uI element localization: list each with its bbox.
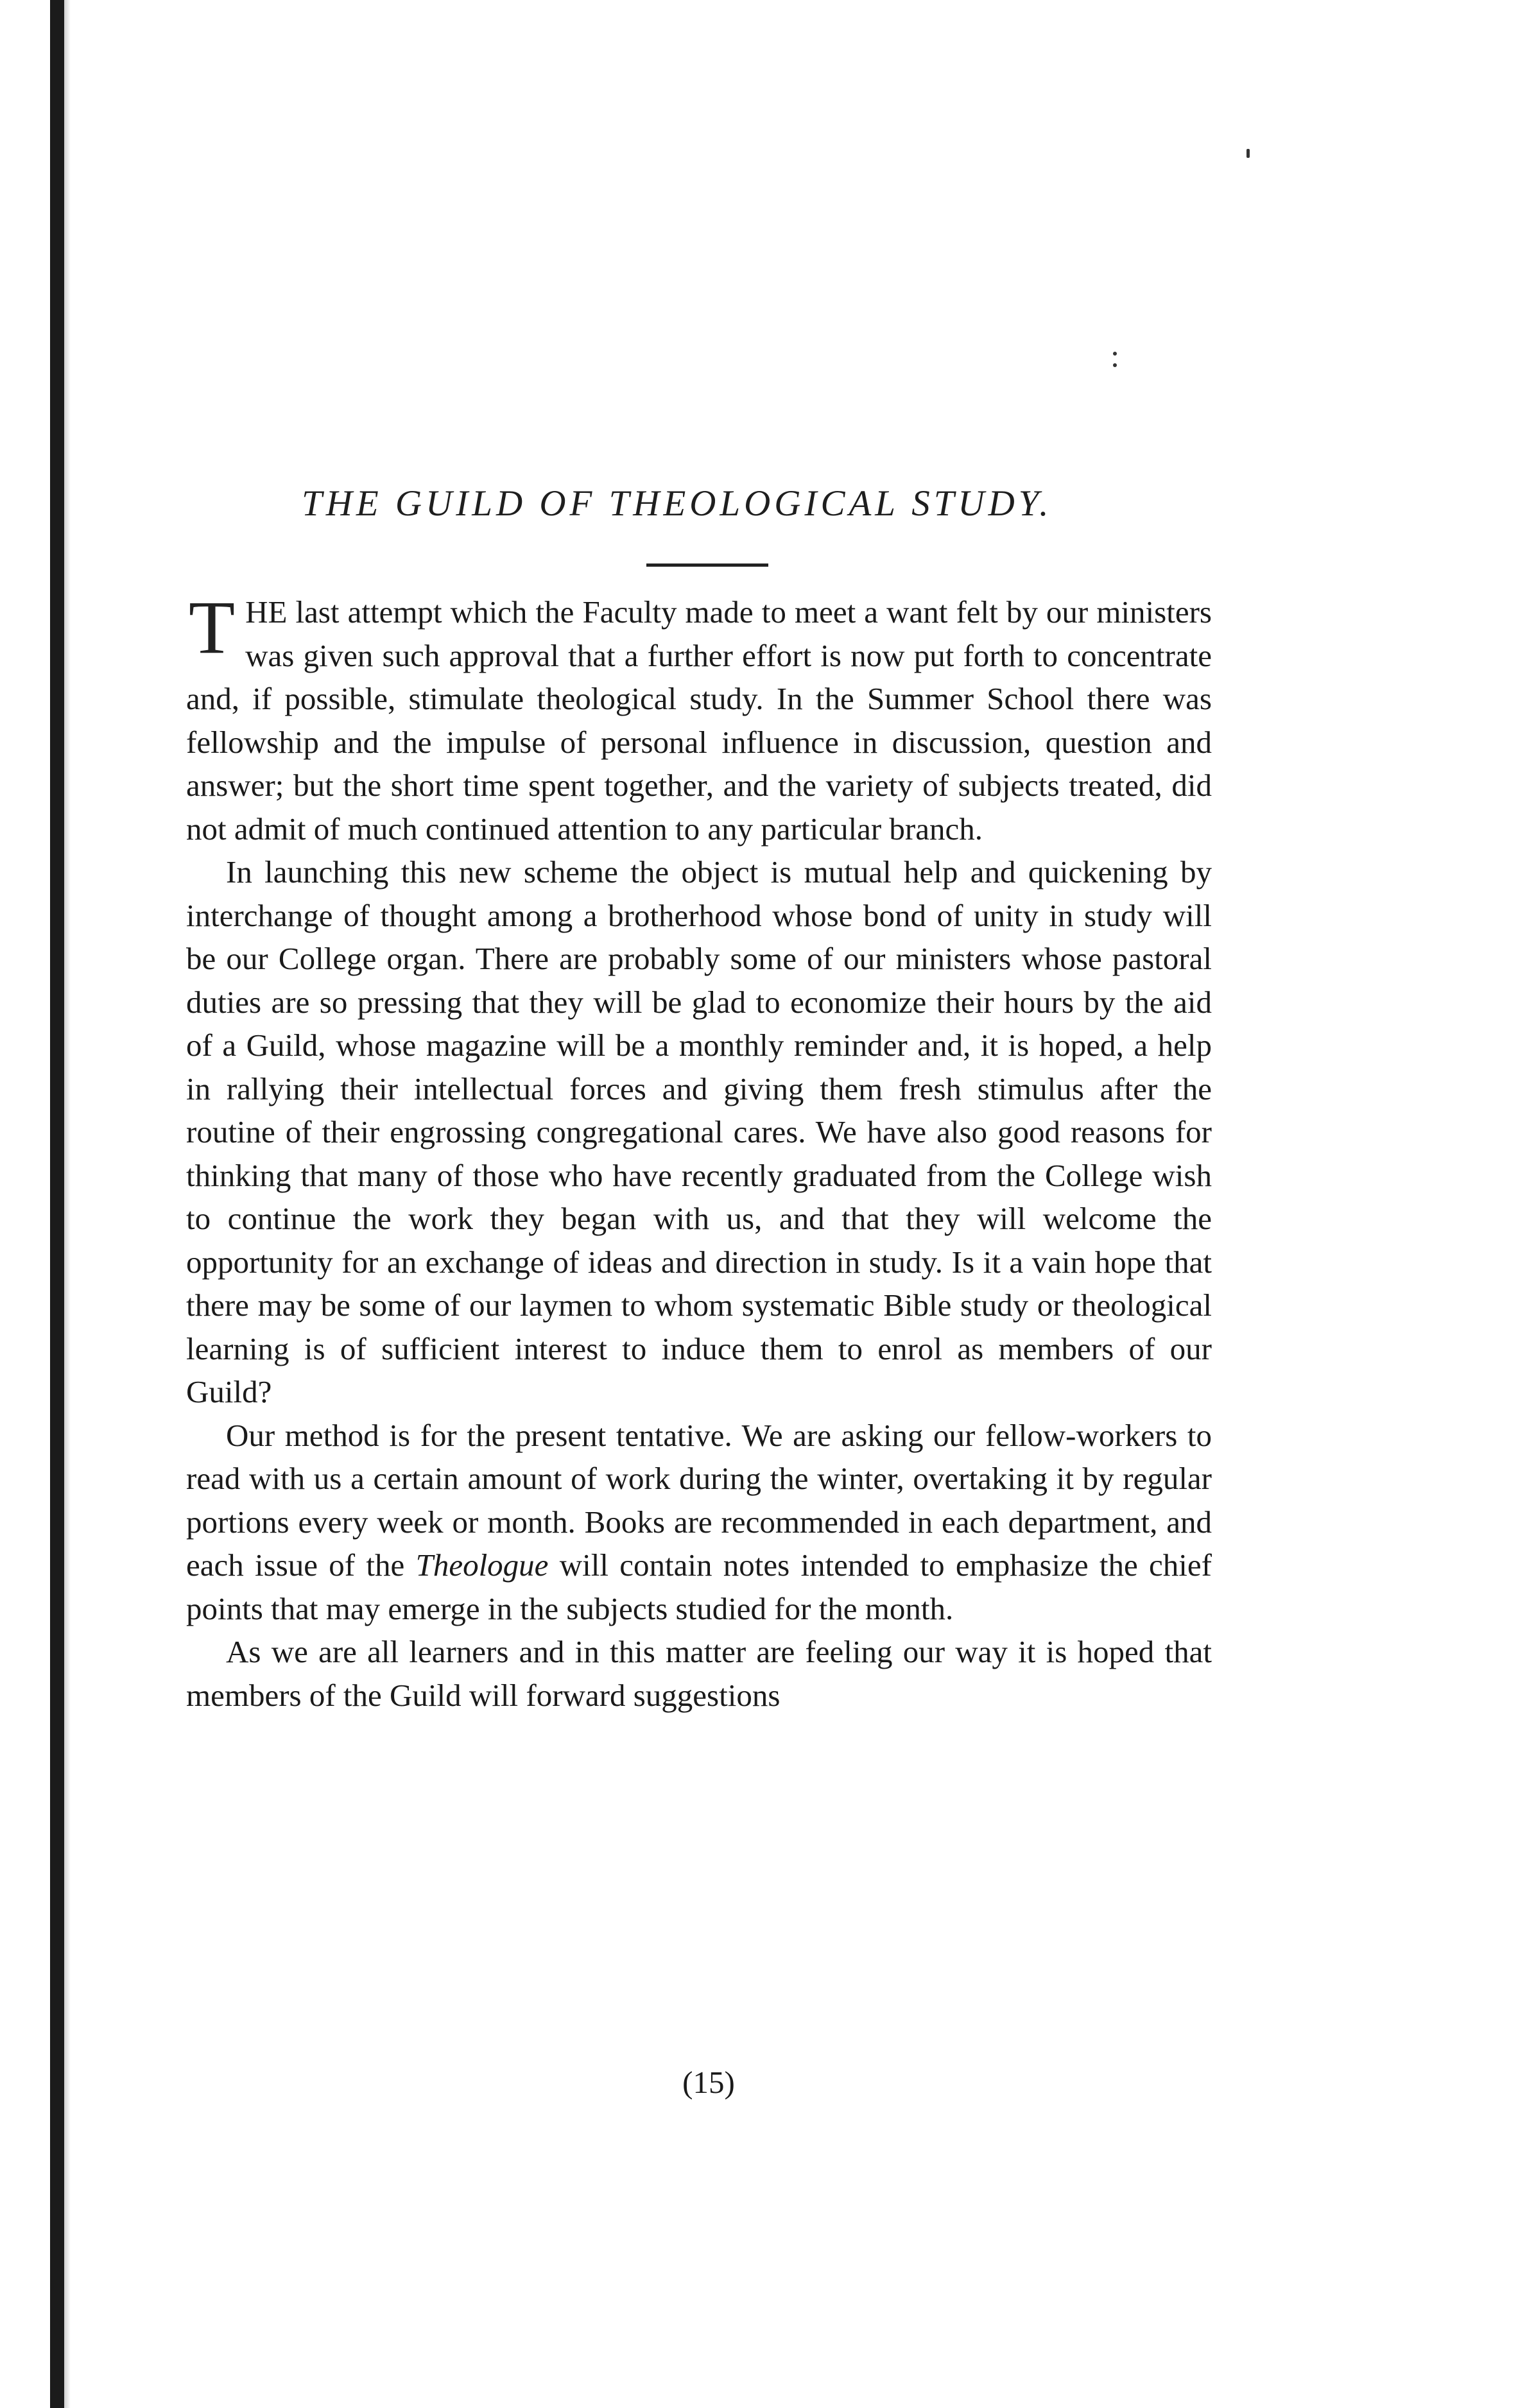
paragraph-1-text: HE last attempt which the Faculty made to meet a want felt by our ministers was given such approval that a further effort is now put forth to concentrate and, if possible, stimulate theological study. In the Summer School there was fellowship and the impulse of personal influence in discussion, question and answer; but the short time spent together, and the variety of subjects treated, did not admit of much continued attention to any particular branch. [186, 594, 1212, 847]
scan-speck [1246, 149, 1250, 158]
binding-shadow [50, 0, 64, 2408]
drop-cap: T [189, 585, 236, 669]
paragraph-1 [186, 585, 1212, 850]
binding-shadow-fade [64, 0, 71, 2408]
paragraph-4: As we are all learners and in this matter are feeling our way it is hoped that members of the Guild will forward suggestions [186, 1634, 1212, 1713]
paragraph-3-text-a: Our method is for the present tentative. We are asking our fellow-workers to read with us a certain amount of work during the winter, overtaking it by regular portions every week or month. Books are recommended in each department, and each issue of the [186, 1417, 1212, 1583]
paragraph-3-text-b: will contain notes intended to emphasize the chief points that may emerge in the subjects studied for the month. [186, 1547, 1212, 1626]
journal-name: Theologue [415, 1547, 549, 1583]
scan-speck [1113, 352, 1117, 356]
article-title: THE GUILD OF THEOLOGICAL STUDY. [302, 483, 1053, 524]
title-rule [646, 563, 768, 567]
article-body [186, 585, 1212, 1717]
paragraph-3 [186, 1414, 1212, 1631]
page-number: (15) [682, 2065, 735, 2100]
scan-speck [1113, 363, 1117, 367]
paragraph-2: In launching this new scheme the object is mutual help and quickening by interchange of thought among a brotherhood whose bond of unity in study will be our College organ. There are probably some of our ministers whose pastoral duties are so pressing that they will be glad to economize their hours by the aid of a Guild, whose magazine will be a monthly reminder and, it is hoped, a help in rallying their intellectual forces and giving them fresh stimulus after the routine of their engrossing congregational cares. We have also good reasons for thinking that many of those who have recently graduated from the College wish to continue the work they began with us, and that they will welcome the opportunity for an exchange of ideas and direction in study. Is it a vain hope that there may be some of our laymen to whom systematic Bible study or theological learning is of sufficient interest to induce them to enrol as members of our Guild? [186, 854, 1212, 1409]
